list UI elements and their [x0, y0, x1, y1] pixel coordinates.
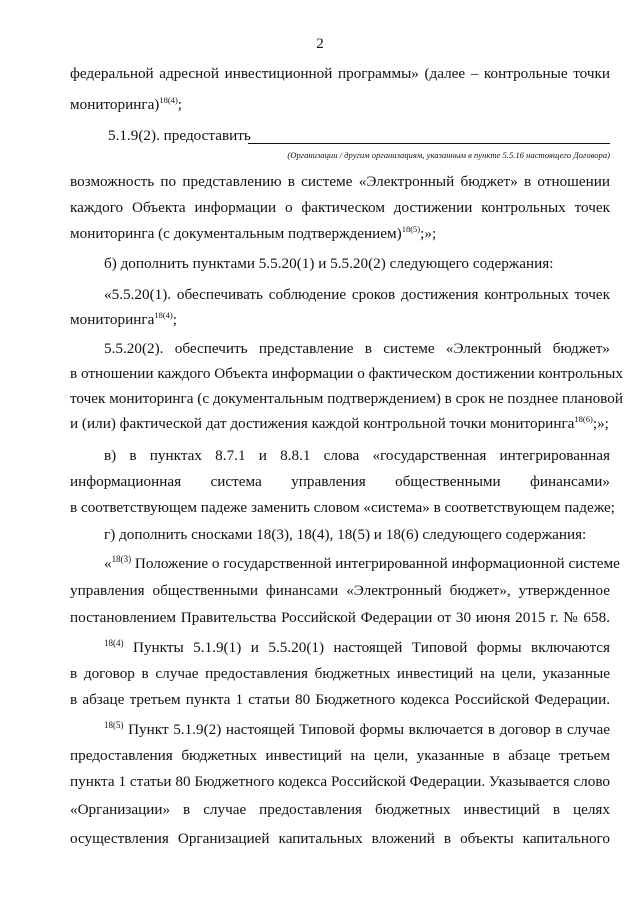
footnote-mark: 18(4) [104, 638, 124, 648]
text-line: г) дополнить сносками 18(3), 18(4), 18(5) и 18(6) следующего содержания: [104, 526, 587, 543]
footnote-ref: 18(4) [159, 95, 178, 105]
text-line: $^{18(4)}$ Пункты 5.1.9(1) и 5.5.20(1) настоящей Типовой формы включаются [104, 638, 610, 656]
text-line: пункта 1 статьи 80 Бюджетного кодекса Российской Федерации. Указывается слово [70, 773, 610, 790]
page-number: 2 [316, 36, 324, 52]
text-line: «5.5.20(1). обеспечивать соблюдение сроков достижения контрольных точек [104, 286, 610, 303]
text-line: постановлением Правительства Российской Федерации от 30 июня 2015 г. № 658. [70, 609, 610, 626]
text-line: и (или) фактической дат достижения каждой контрольной точки мониторинга$^{18(6)}$;»; [70, 414, 609, 432]
text-line: мониторинга$^{18(4)}$; [70, 310, 177, 328]
footnote-ref: 18(5) [401, 224, 421, 234]
text-line: «$^{18(3)}$ Положение о государственной интегрированной информационной системе [104, 554, 620, 572]
text-line: в) в пунктах 8.7.1 и 8.8.1 слова «государственная интегрированная [104, 447, 610, 464]
text-line: 5.1.9(2). предоставить [108, 127, 251, 144]
text-line: $^{18(5)}$ Пункт 5.1.9(2) настоящей Типовой формы включается в договор в случае [104, 720, 610, 738]
text-line: федеральной адресной инвестиционной программы» (далее – контрольные точки [70, 65, 610, 82]
text-line: 5.5.20(2). обеспечить представление в системе «Электронный бюджет» [104, 340, 610, 357]
field-hint: (Организации / другим организациям, указанным в пункте 5.5.16 настоящего Договора) [287, 150, 610, 160]
footnote-ref: 18(6) [574, 414, 593, 424]
text-line: мониторинга)$^{18(4)}$; [70, 95, 183, 113]
text-line: «Организации» в случае предоставления бюджетных инвестиций в целях [70, 801, 610, 818]
text-line: каждого Объекта информации о фактическом достижении контрольных точек [70, 199, 610, 216]
text-line: мониторинга (с документальным подтверждением)$^{18(5)}$;»; [70, 224, 437, 242]
text-line: управления общественными финансами «Электронный бюджет», утвержденное [70, 582, 610, 599]
text-line: информационная система управления общественными финансами» [70, 473, 610, 490]
text-line: б) дополнить пунктами 5.5.20(1) и 5.5.20(2) следующего содержания: [104, 255, 554, 272]
text-line: в соответствующем падеже заменить словом «система» в соответствующем падеже; [70, 499, 615, 516]
text-line: в отношении каждого Объекта информации о фактическом достижении контрольных [70, 365, 623, 382]
footnote-mark: 18(5) [104, 720, 124, 730]
text-line: предоставления бюджетных инвестиций на цели, указанные в абзаце третьем [70, 747, 610, 764]
text-line: возможность по представлению в системе «Электронный бюджет» в отношении [70, 173, 610, 190]
text-line: осуществления Организацией капитальных вложений в объекты капитального [70, 830, 610, 847]
text-line: точек мониторинга (с документальным подтверждением) в срок не позднее плановой [70, 390, 623, 407]
footnote-ref: 18(4) [154, 310, 173, 320]
text-line: в договор в случае предоставления бюджетных инвестиций на цели, указанные [70, 665, 610, 682]
blank-fill-line [248, 143, 610, 144]
text-line: в абзаце третьем пункта 1 статьи 80 Бюджетного кодекса Российской Федерации. [70, 691, 610, 708]
footnote-ref: 18(3) [111, 554, 132, 564]
